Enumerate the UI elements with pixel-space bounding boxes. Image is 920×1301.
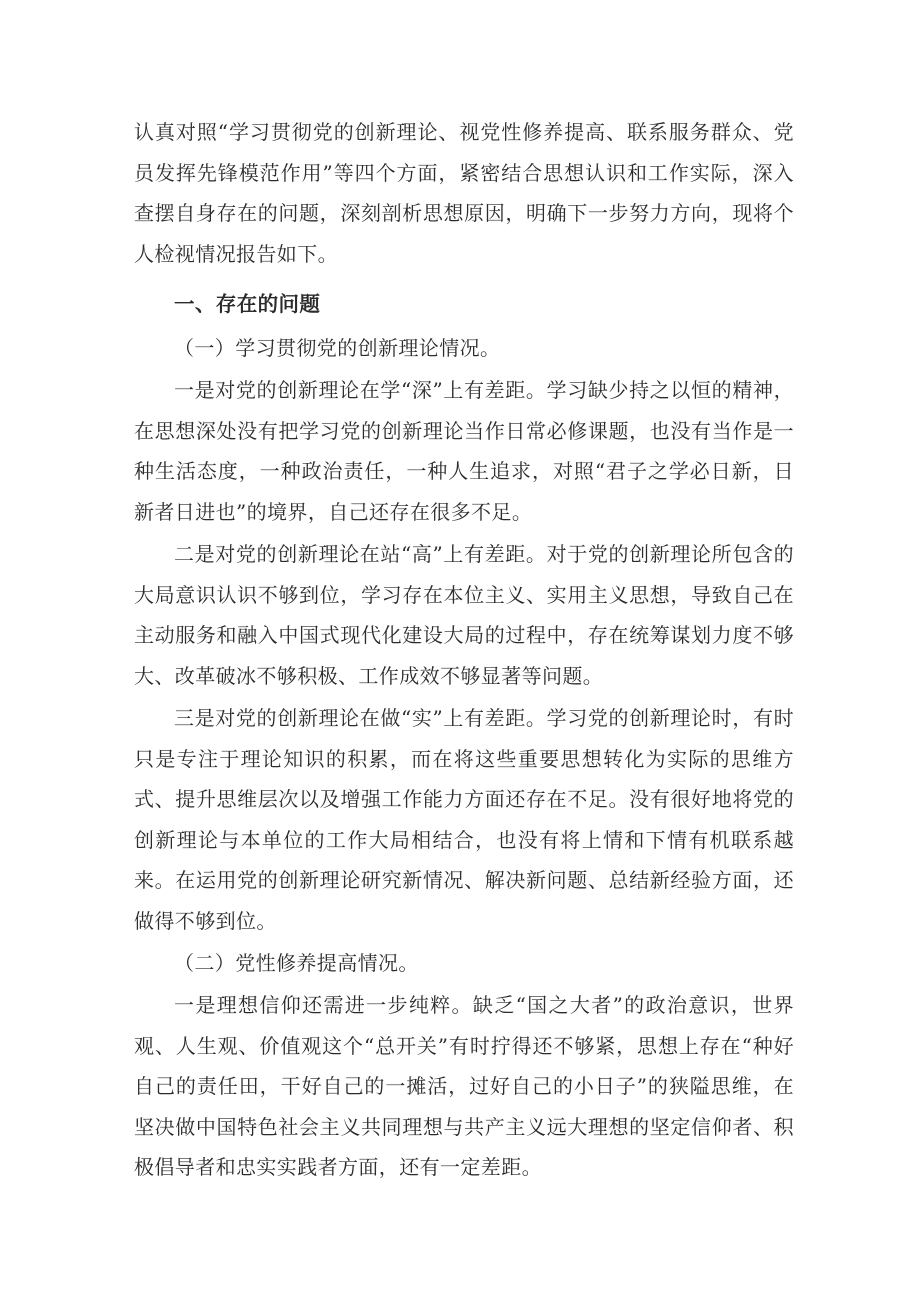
section-heading-problems: 一、存在的问题 [174, 292, 321, 316]
paragraph-theory-height: 二是对党的创新理论在站“高”上有差距。对于党的创新理论所包含的大局意识认识不够到位，学习存在本位主义、实用主义思想，导致自己在主动服务和融入中国式现代化建设大局的过程中，存在统筹谋划力度不够大、改革破冰不够积极、工作成效不够显著等问题。 [134, 542, 794, 688]
paragraph-theory-depth: 一是对党的创新理论在学“深”上有差距。学习缺少持之以恒的精神，在思想深处没有把学习党的创新理论当作日常必修课题，也没有当作是一种生活态度，一种政治责任，一种人生追求，对照“君子之学必日新，日新者日进也”的境界，自己还存在很多不足。 [134, 378, 794, 524]
subsection-heading-theory-study: （一）学习贯彻党的创新理论情况。 [174, 336, 501, 360]
intro-paragraph: 认真对照“学习贯彻党的创新理论、视党性修养提高、联系服务群众、党员发挥先锋模范作用”等四个方面，紧密结合思想认识和工作实际，深入查摆自身存在的问题，深刻剖析思想原因，明确下一步努力方向，现将个人检视情况报告如下。 [134, 120, 794, 266]
document-body [134, 112, 794, 1188]
subsection-heading-party-spirit: （二）党性修养提高情况。 [174, 951, 419, 975]
paragraph-theory-practice: 三是对党的创新理论在做“实”上有差距。学习党的创新理论时，有时只是专注于理论知识的积累，而在将这些重要思想转化为实际的思维方式、提升思维层次以及增强工作能力方面还存在不足。没有很好地将党的创新理论与本单位的工作大局相结合，也没有将上情和下情有机联系越来。在运用党的创新理论研究新情况、解决新问题、总结新经验方面，还做得不够到位。 [134, 706, 794, 933]
paragraph-ideals-belief: 一是理想信仰还需进一步纯粹。缺乏“国之大者”的政治意识，世界观、人生观、价值观这个“总开关”有时拧得还不够紧，思想上存在“种好自己的责任田，干好自己的一摊活，过好自己的小日子”的狭隘思维，在坚决做中国特色社会主义共同理想与共产主义远大理想的坚定信仰者、积极倡导者和忠实实践者方面，还有一定差距。 [134, 993, 794, 1179]
